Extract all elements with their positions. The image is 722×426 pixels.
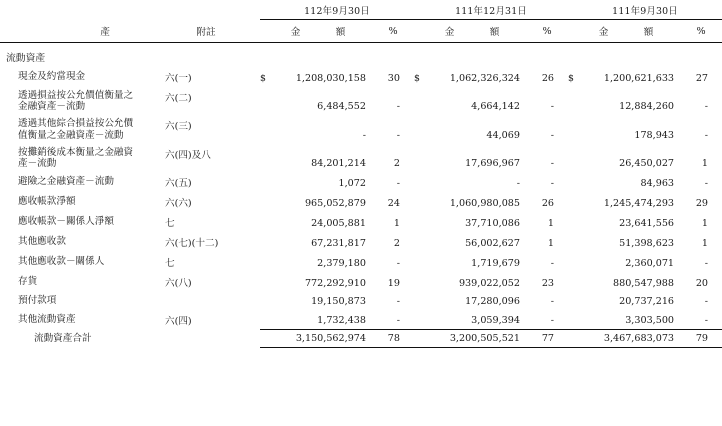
percent-cell: - [550,178,555,190]
amount-cell: 2,379,180 [317,258,366,270]
amount-cell: 56,002,627 [465,238,520,250]
percent-cell: - [396,258,400,270]
column-header-amount-1 [414,20,526,43]
currency-symbol-1 [414,272,425,292]
amount-cell: 19,150,873 [311,295,366,307]
currency-symbol-0 [260,144,271,172]
amount-cell: 3,200,505,521 [425,330,526,348]
line-item-label [0,87,152,115]
currency-symbol-2 [568,144,579,172]
currency-symbol-0 [260,115,271,143]
column-header-item: 產 [0,20,152,43]
table-row [0,67,722,87]
column-header-percent-0: % [372,20,414,43]
total-row [0,330,722,348]
percent-cell: 1 [701,238,709,250]
currency-symbol-1 [414,330,425,348]
currency-symbol-1 [414,252,425,272]
currency-symbol-2 [568,330,579,348]
amount-cell: 965,052,879 [304,198,366,210]
note-reference: 六(六) [165,198,192,210]
amount-cell: 84,963 [640,178,675,190]
percent-cell: - [396,101,400,113]
percent-cell: - [550,158,555,170]
currency-symbol-1 [414,115,425,143]
amount-cell: 37,710,086 [465,218,520,230]
amount-cell: 17,696,967 [465,158,520,170]
currency-symbol-2 [568,87,579,115]
percent-cell: 78 [372,330,414,348]
currency-symbol-2: $ [568,73,574,84]
note-reference: 六(二) [165,93,192,104]
percent-cell: - [550,129,555,141]
table-row [0,172,722,192]
amount-cell: - [362,129,366,141]
column-header-date-1: 111年12月31日 [414,0,568,20]
line-item-label: 其他應收款 [18,236,66,248]
line-item-label: 預付款項 [18,295,57,307]
amount-cell: 3,059,394 [425,310,526,330]
amount-cell: 1,208,030,158 [295,73,366,84]
header-date-row [0,0,722,20]
currency-symbol-0: $ [260,73,266,84]
percent-cell: 1 [701,218,709,230]
currency-symbol-2 [568,310,579,330]
amount-cell: 1,062,326,324 [449,73,520,84]
total-label: 流動資產合計 [34,333,92,345]
currency-symbol-0 [260,172,271,192]
amount-cell: 1,200,621,633 [603,73,675,84]
table-row [0,292,722,310]
currency-symbol-0 [260,272,271,292]
amount-cell: 26,450,027 [619,158,675,170]
column-header-percent-2: % [680,20,722,43]
column-header-note: 附註 [152,20,260,43]
currency-symbol-0 [260,330,271,348]
percent-cell: - [550,295,555,307]
column-header-date-2: 111年9月30日 [568,0,722,20]
currency-symbol-2 [568,192,579,212]
note-reference: 六(一) [165,73,192,84]
amount-label-char-2: 額 [643,27,654,38]
amount-cell: 939,022,052 [458,278,520,290]
column-header-percent-1: % [526,20,568,43]
table-row [0,115,722,143]
header-subcolumn-row [0,20,722,43]
currency-symbol-2 [568,115,579,143]
header-spacer-item [0,0,152,20]
percent-cell: 29 [695,198,709,210]
table-body [0,43,722,348]
total-note-reference [152,330,260,348]
percent-cell: 2 [393,158,400,170]
currency-symbol-2 [568,252,579,272]
percent-cell: - [704,178,709,190]
amount-cell: 84,201,214 [311,158,366,170]
percent-cell: - [680,310,722,330]
line-item-label-line2: 產－流動 [18,158,57,170]
currency-symbol-1 [414,144,425,172]
percent-cell: 1 [547,218,555,230]
percent-cell: - [704,258,709,270]
amount-cell: 1,060,980,085 [449,198,520,210]
percent-cell: - [396,295,400,307]
percent-cell: - [526,310,568,330]
currency-symbol-2 [568,212,579,232]
currency-symbol-0 [260,310,271,330]
section-title: 流動資產 [6,53,46,64]
percent-cell: - [704,101,709,113]
currency-symbol-0 [260,252,271,272]
note-reference: 六(五) [165,178,192,190]
line-item-label-line1: 透過其他綜合損益按公允價 [18,118,134,130]
amount-cell: 1,072 [338,178,366,190]
amount-cell: 44,069 [486,129,520,141]
amount-cell: 1,719,679 [471,258,520,270]
percent-cell: 1 [701,158,709,170]
currency-symbol-1 [414,292,425,310]
amount-cell: 17,280,096 [465,295,520,307]
note-reference [152,292,260,310]
amount-label-char-2: 額 [489,27,500,38]
line-item-label: 避險之金融資產－流動 [18,176,114,188]
currency-symbol-0 [260,87,271,115]
note-reference: 七 [165,218,175,230]
line-item-label-line2: 值衡量之金融資產－流動 [18,129,124,141]
percent-cell: - [704,129,709,141]
currency-symbol-1 [414,172,425,192]
table-row [0,232,722,252]
currency-symbol-0 [260,192,271,212]
amount-cell: 3,150,562,974 [271,330,372,348]
percent-cell: - [396,129,400,141]
line-item-label: 應收帳款－關係人淨額 [18,216,114,228]
table-row [0,310,722,330]
amount-cell: 178,943 [634,129,675,141]
amount-cell: 2,360,071 [625,258,675,270]
percent-cell: 19 [387,278,400,290]
line-item-label: 其他流動資產 [18,314,76,326]
line-item-label: 應收帳款淨額 [18,196,76,208]
line-item-label: 其他應收款－關係人 [18,256,105,268]
amount-cell: 24,005,881 [311,218,366,230]
currency-symbol-2 [568,232,579,252]
amount-cell: 23,641,556 [619,218,675,230]
percent-cell: 26 [541,73,555,84]
percent-cell: 1 [393,218,400,230]
currency-symbol-1 [414,232,425,252]
amount-cell: 4,664,142 [471,101,520,113]
table-row [0,252,722,272]
percent-cell: - [372,310,414,330]
amount-cell: 67,231,817 [311,238,366,250]
note-reference: 七 [165,258,175,270]
percent-cell: 20 [695,278,709,290]
column-header-amount-0 [260,20,372,43]
table-row [0,272,722,292]
percent-cell: - [550,101,555,113]
amount-cell: 20,737,216 [619,295,675,307]
note-reference: 六(八) [165,278,192,290]
percent-cell: 1 [547,238,555,250]
amount-cell: 1,245,474,293 [603,198,675,210]
currency-symbol-2 [568,272,579,292]
currency-symbol-2 [568,172,579,192]
table-row [0,192,722,212]
currency-symbol-1 [414,310,425,330]
currency-symbol-1 [414,212,425,232]
percent-cell: 27 [695,73,709,84]
amount-cell: 3,467,683,073 [579,330,680,348]
percent-cell: 2 [393,238,400,250]
amount-cell: 6,484,552 [317,101,366,113]
percent-cell: - [704,295,709,307]
percent-cell: 30 [387,73,400,84]
percent-cell: - [396,178,400,190]
percent-cell: 77 [526,330,568,348]
note-reference: 六(四)及八 [165,149,211,161]
percent-cell: - [550,258,555,270]
section-heading-row [0,43,722,68]
currency-symbol-1: $ [414,73,420,84]
amount-cell: 772,292,910 [304,278,366,290]
amount-cell: 1,732,438 [271,310,372,330]
amount-label-char-1: 金 [290,27,301,38]
currency-symbol-1 [414,192,425,212]
amount-cell: 12,884,260 [619,101,675,113]
header-spacer-note [152,0,260,20]
amount-cell: 880,547,988 [612,278,675,290]
percent-cell: 23 [541,278,555,290]
line-item-label-line2: 金融資產－流動 [18,101,86,113]
table-header [0,0,722,43]
currency-symbol-0 [260,292,271,310]
table-row [0,144,722,172]
line-item-label-line1: 按攤銷後成本衡量之金融資 [18,146,134,158]
line-item-label: 現金及約當現金 [18,71,86,83]
column-header-date-0: 112年9月30日 [260,0,414,20]
percent-cell: 26 [541,198,555,210]
amount-cell: - [516,178,520,190]
amount-cell: 51,398,623 [619,238,675,250]
currency-symbol-0 [260,232,271,252]
note-reference: 六(四) [165,315,192,327]
line-item-label-line1: 透過損益按公允價值衡量之 [18,90,134,101]
amount-cell: 3,303,500 [579,310,680,330]
percent-cell: 79 [680,330,722,348]
amount-label-char-1: 金 [444,27,455,38]
amount-label-char-1: 金 [598,27,609,38]
line-item-label: 存貨 [18,276,38,288]
currency-symbol-2 [568,292,579,310]
amount-label-char-2: 額 [335,27,346,38]
table-row [0,212,722,232]
currency-symbol-0 [260,212,271,232]
currency-symbol-1 [414,87,425,115]
percent-cell: 24 [387,198,400,210]
note-reference: 六(七)(十二) [165,238,219,250]
line-item-label [0,144,152,172]
note-reference: 六(三) [165,121,192,133]
line-item-label [0,115,152,143]
column-header-amount-2 [568,20,680,43]
table-row [0,87,722,115]
